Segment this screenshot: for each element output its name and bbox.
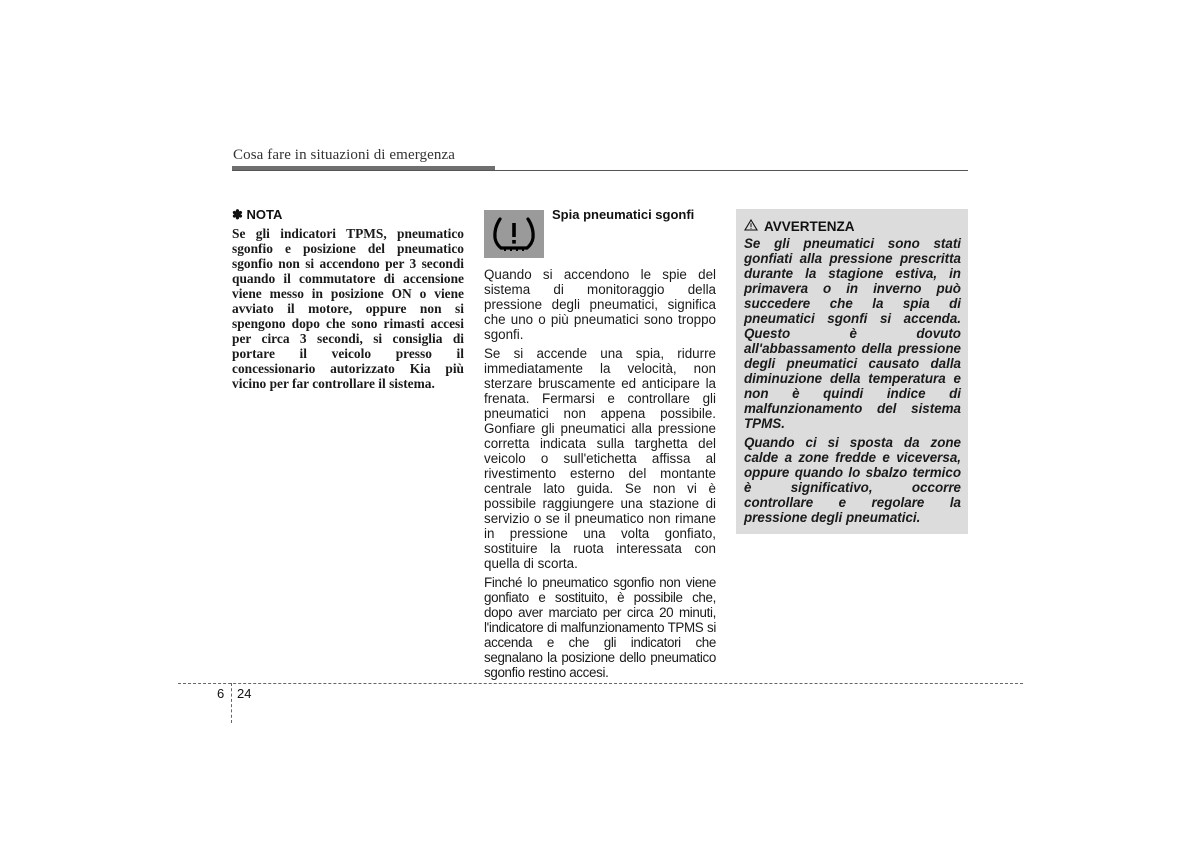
- paragraph: Se gli pneumatici sono stati gonfiati alla pressione prescritta durante la stagione estiva, in primavera o in inverno può succedere che la spia di pneumatici sgonfi si accenda. Questo è dovuto all'abbassamento della pressione degli pneumatici causato dalla diminuzione della temperatura e non è quindi indice di malfunzionamento del sistema TPMS.: [744, 236, 961, 431]
- page-number: 24: [237, 686, 252, 701]
- note-title: ✽ NOTA: [232, 207, 283, 222]
- header-rule: [232, 170, 968, 171]
- tire-pressure-warning-icon: [484, 210, 544, 258]
- warning-light-body: [484, 267, 716, 684]
- chapter-number: 6: [217, 686, 225, 701]
- warning-title: AVVERTENZA: [764, 219, 855, 234]
- warning-box: [736, 209, 968, 534]
- paragraph: Se si accende una spia, ridurre immediatamente la velocità, non sterzare bruscamente ed anticipare la frenata. Fermarsi e controllare gli pneumatici non appena possibile. Gonfiare gli pneumatici alla pressione corretta indicata sulla targhetta del veicolo o sull'etichetta affissa al rivestimento esterno del montante centrale lato guida. Se non vi è possibile raggiungere una stazione di servizio o se il pneumatico non rimane in pressione una volta gonfiato, sostituire la ruota interessata con quella di scorta.: [484, 346, 716, 571]
- note-block: [232, 207, 464, 391]
- warning-triangle-icon: [744, 219, 758, 234]
- warning-light-title: Spia pneumatici sgonfi: [552, 207, 695, 222]
- note-text: Se gli indicatori TPMS, pneumatico sgonfio e posizione del pneumatico sgonfio non si accendono per 3 secondi quando il commutatore di accensione viene messo in posizione ON o viene avviato il motore, oppure non si spengono dopo che sono rimasti accesi per circa 3 secondi, si consiglia di portare il veicolo presso il concessionario autorizzato Kia più vicino per far controllare il sistema.: [232, 226, 464, 391]
- paragraph: Quando si accendono le spie del sistema di monitoraggio della pressione degli pneumatici, significa che uno o più pneumatici sono troppo sgonfi.: [484, 267, 716, 342]
- warning-body: [744, 236, 961, 529]
- footer-divider: [231, 683, 232, 723]
- paragraph: Finché lo pneumatico sgonfio non viene gonfiato e sostituito, è possibile che, dopo aver marciato per circa 20 minuti, l'indicatore di malfunzionamento TPMS si accenda e che gli indicatori che segnalano la posizione dello pneumatico sgonfio restino accesi.: [484, 575, 716, 680]
- footer-rule: [178, 683, 1023, 684]
- paragraph: Quando ci si sposta da zone calde a zone fredde e viceversa, oppure quando lo sbalzo termico è significativo, occorre controllare e regolare la pressione degli pneumatici.: [744, 435, 961, 525]
- warning-header: [744, 219, 855, 234]
- section-title: Cosa fare in situazioni di emergenza: [233, 147, 455, 163]
